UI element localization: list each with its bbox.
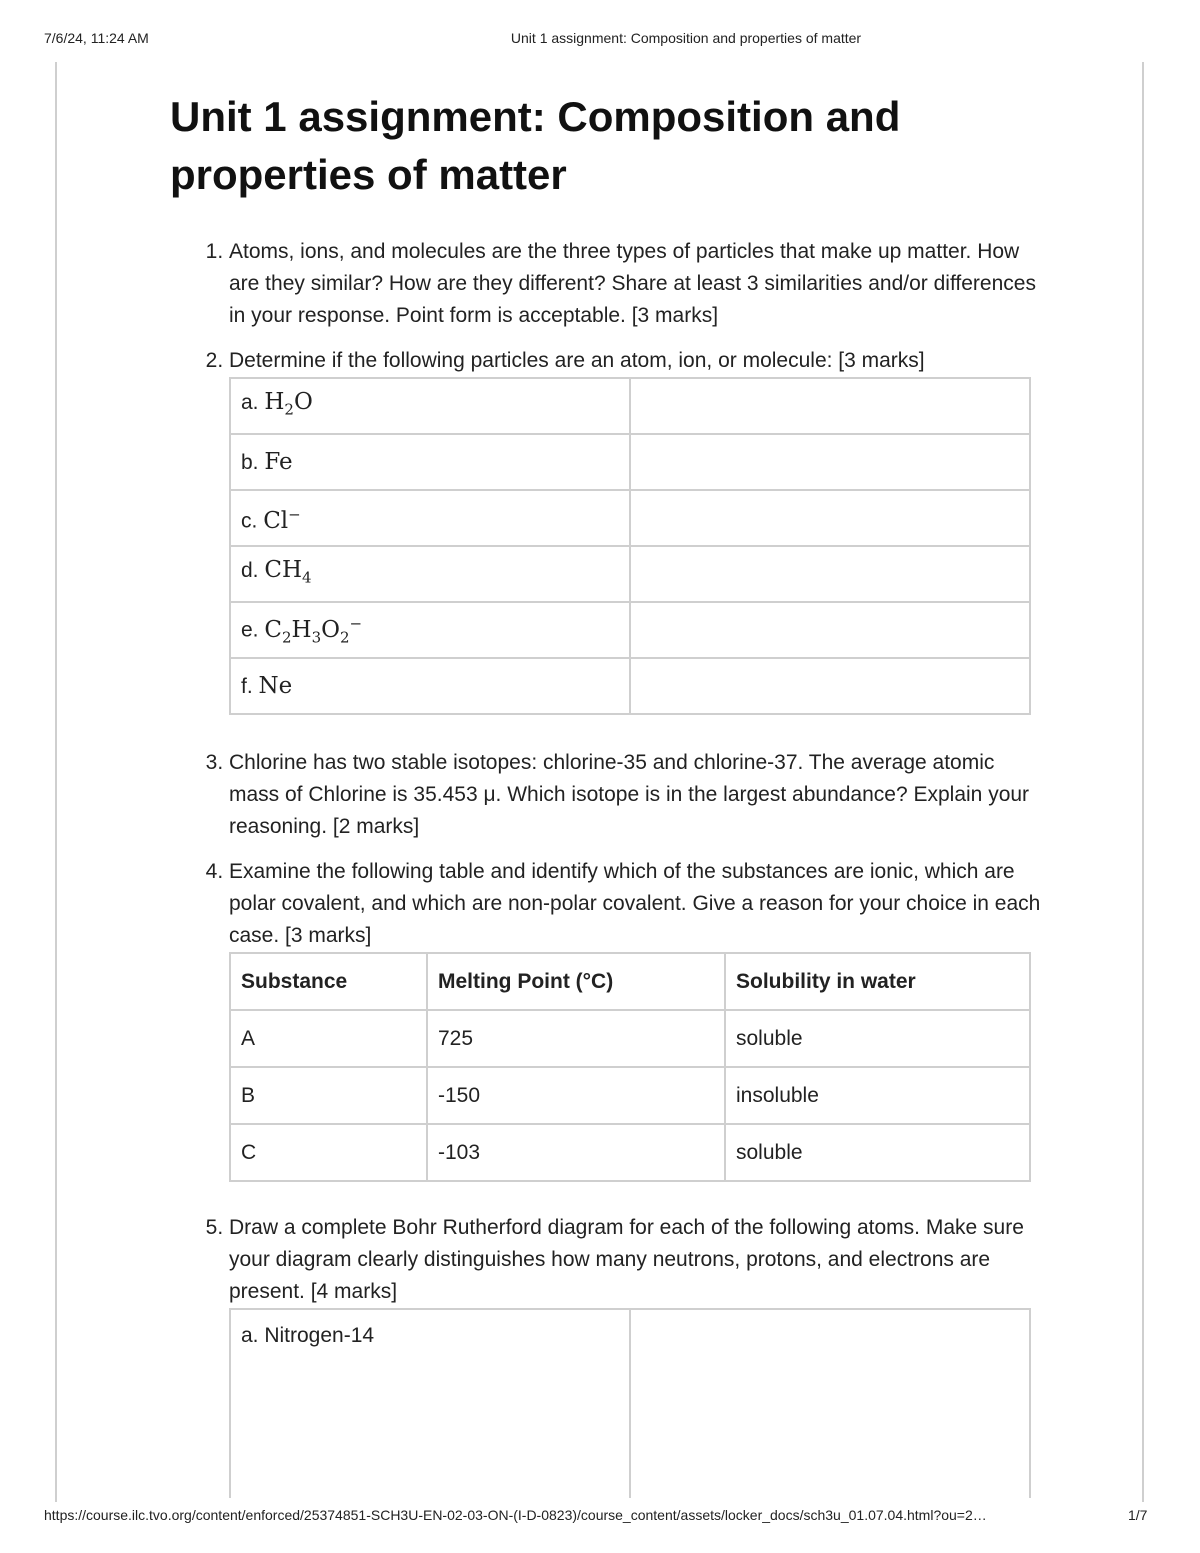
answer-cell[interactable] (630, 602, 1030, 658)
particle-table (229, 377, 1031, 715)
formula-cl-ion: Cl− (263, 505, 301, 534)
particle-cell (230, 378, 630, 434)
row-letter: c. (241, 509, 258, 533)
print-datetime: 7/6/24, 11:24 AM (44, 30, 149, 46)
table-cell: A (230, 1010, 427, 1067)
table-row (230, 1309, 1030, 1498)
particle-cell (230, 546, 630, 602)
table-cell: -150 (427, 1067, 725, 1124)
print-header (0, 30, 1200, 50)
page-title: Unit 1 assignment: Composition and properties of matter (170, 93, 901, 198)
atom-label-cell: a. Nitrogen-14 (230, 1309, 630, 1498)
print-url: https://course.ilc.tvo.org/content/enforced/25374851-SCH3U-EN-02-03-ON-(I-D-0823)/course_content/assets/locker_docs/sch3u_01.07.04.html?ou=2… (44, 1507, 987, 1523)
table-cell: soluble (725, 1124, 1030, 1181)
page-border-right (1142, 62, 1144, 1502)
page-border-left (55, 62, 57, 1502)
row-letter: f. (241, 674, 253, 698)
particle-cell (230, 602, 630, 658)
particle-cell (230, 434, 630, 490)
question-list (170, 236, 1050, 1498)
formula-ch4: $CH_4$ (264, 557, 312, 587)
question-5-text: 5. Draw a complete Bohr Rutherford diagram for each of the following atoms. Make sure your diagram clearly distinguishes how many neutrons, protons, and electrons are present. [4 marks] (229, 1216, 1024, 1303)
table-row (230, 378, 1030, 434)
question-3 (229, 747, 1050, 843)
print-doc-title: Unit 1 assignment: Composition and properties of matter (510, 30, 862, 46)
formula-ne: Ne (258, 672, 293, 699)
table-cell: 725 (427, 1010, 725, 1067)
substance-table (229, 952, 1031, 1182)
answer-cell[interactable] (630, 378, 1030, 434)
page-indicator: 1/7 (1128, 1507, 1148, 1523)
table-row (230, 602, 1030, 658)
question-3-text: 3. Chlorine has two stable isotopes: chlorine-35 and chlorine-37. The average atomic mass of Chlorine is 35.453 μ. Which isotope is in the largest abundance? Explain your reasoning. [2 marks] (229, 751, 1030, 838)
question-4 (229, 856, 1050, 1182)
table-row (230, 490, 1030, 546)
table-row (230, 1124, 1030, 1181)
diagram-answer-cell[interactable] (630, 1309, 1030, 1498)
question-5 (229, 1212, 1050, 1498)
column-header: Solubility in water (725, 953, 1030, 1010)
table-cell: -103 (427, 1124, 725, 1181)
question-4-text: 4. Examine the following table and identify which of the substances are ionic, which are polar covalent, and which are non-polar covalent. Give a reason for your choice in each case. [3 marks] (229, 860, 1041, 947)
question-2 (229, 345, 1050, 715)
table-row (230, 1010, 1030, 1067)
column-header: Melting Point (°C) (427, 953, 725, 1010)
bohr-diagram-table (229, 1308, 1031, 1498)
table-cell: C (230, 1124, 427, 1181)
table-row (230, 434, 1030, 490)
formula-fe: Fe (264, 448, 293, 475)
table-cell: B (230, 1067, 427, 1124)
formula-h2o: $H_2O$ (264, 389, 313, 419)
table-cell: insoluble (725, 1067, 1030, 1124)
question-1 (229, 236, 1050, 332)
question-2-text: 2. Determine if the following particles are an atom, ion, or molecule: [3 marks] (229, 349, 925, 372)
row-letter: e. (241, 618, 259, 642)
answer-cell[interactable] (630, 658, 1030, 714)
formula-acetate: $C_2H_3O_2^-$ (264, 613, 363, 647)
table-row (230, 546, 1030, 602)
particle-cell (230, 490, 630, 546)
table-row (230, 1067, 1030, 1124)
answer-cell[interactable] (630, 546, 1030, 602)
answer-cell[interactable] (630, 490, 1030, 546)
document-content (170, 88, 1050, 1498)
row-letter: b. (241, 450, 259, 474)
table-row (230, 658, 1030, 714)
question-1-text: 1. Atoms, ions, and molecules are the three types of particles that make up matter. How are they similar? How are they different? Share at least 3 similarities and/or differences in your response. Point form is acceptable. [3 marks] (229, 240, 1036, 327)
table-cell: soluble (725, 1010, 1030, 1067)
particle-cell (230, 658, 630, 714)
row-letter: d. (241, 559, 259, 583)
row-letter: a. (241, 391, 259, 415)
column-header: Substance (230, 953, 427, 1010)
table-header-row (230, 953, 1030, 1010)
answer-cell[interactable] (630, 434, 1030, 490)
